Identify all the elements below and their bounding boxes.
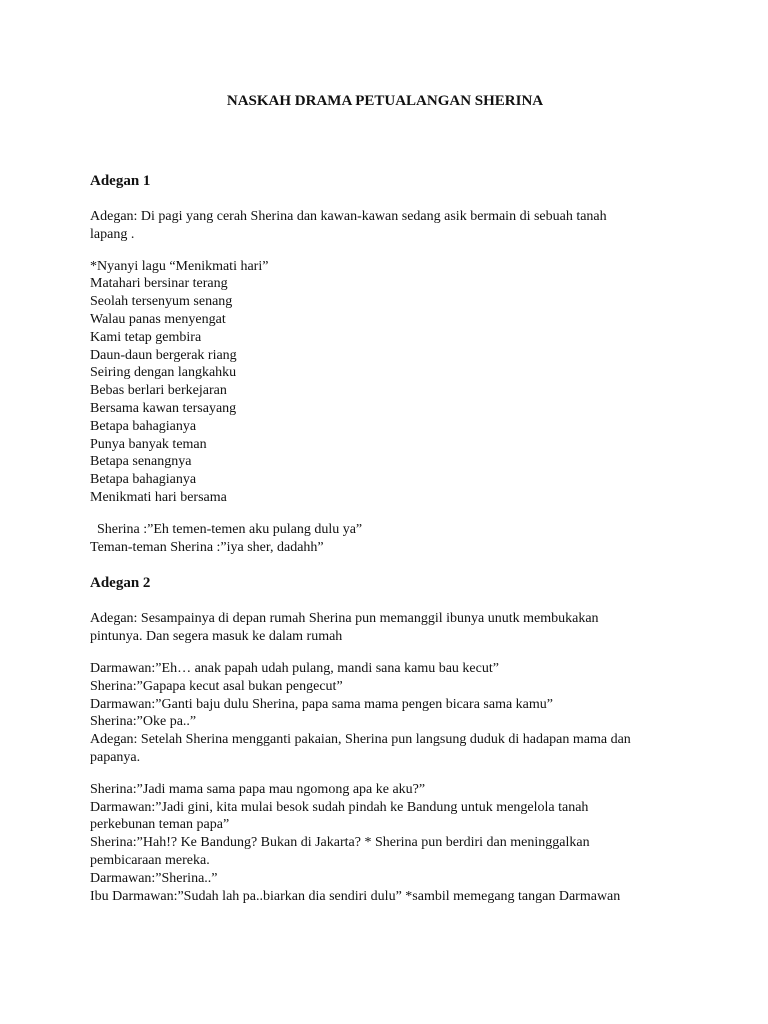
dialogue-line: Darmawan:”Sherina..” (90, 870, 218, 886)
text-line: Adegan: Sesampainya di depan rumah Sherina pun memanggil ibunya unutk membukakan (90, 611, 599, 627)
lyric-line: Betapa senangnya (90, 454, 192, 470)
dialogue-line: Sherina :”Eh temen-temen aku pulang dulu ya” (90, 521, 363, 537)
dialogue-line: Sherina:”Gapapa kecut asal bukan pengecut” (90, 678, 343, 694)
scene-1 (90, 172, 672, 556)
lyric-line: Punya banyak teman (90, 436, 207, 452)
dialogue-line: papanya. (90, 749, 141, 765)
scene-1-dialogue (90, 521, 672, 557)
lyric-line: Daun-daun bergerak riang (90, 347, 237, 363)
lyric-line: Bebas berlari berkejaran (90, 383, 227, 399)
dialogue-line: Darmawan:”Ganti baju dulu Sherina, papa sama mama pengen bicara sama kamu” (90, 696, 553, 712)
text-line: Adegan: Di pagi yang cerah Sherina dan kawan-kawan sedang asik bermain di sebuah tanah (90, 209, 607, 224)
dialogue-line: Adegan: Setelah Sherina mengganti pakaian, Sherina pun langsung duduk di hadapan mama dan (90, 732, 631, 748)
scene-2 (90, 574, 672, 905)
text-line: pintunya. Dan segera masuk ke dalam rumah (90, 629, 343, 645)
dialogue-line: Sherina:”Jadi mama sama papa mau ngomong apa ke aku?” (90, 781, 426, 797)
scene-2-heading: Adegan 2 (90, 575, 151, 592)
scene-1-intro (90, 208, 672, 244)
text-line: lapang . (90, 226, 135, 242)
dialogue-line: Sherina:”Oke pa..” (90, 714, 197, 730)
lyric-line: Menikmati hari bersama (90, 489, 227, 505)
lyric-line: Matahari bersinar terang (90, 276, 228, 292)
dialogue-line: perkebunan teman papa” (90, 817, 230, 833)
song-lyrics (90, 258, 672, 507)
dialogue-line: Teman-teman Sherina :”iya sher, dadahh” (90, 539, 324, 555)
lyric-line: Walau panas menyengat (90, 311, 226, 327)
scene-2-dialogue-1 (90, 660, 672, 767)
dialogue-line: Sherina:”Hah!? Ke Bandung? Bukan di Jakarta? * Sherina pun berdiri dan meninggalkan (90, 835, 590, 851)
lyric-line: Betapa bahagianya (90, 418, 197, 434)
document-title: NASKAH DRAMA PETUALANGAN SHERINA (226, 93, 544, 109)
lyric-line: Seiring dengan langkahku (90, 365, 237, 381)
scene-2-dialogue-2 (90, 781, 672, 906)
lyric-line: Betapa bahagianya (90, 472, 197, 488)
lyric-line: *Nyanyi lagu “Menikmati hari” (90, 258, 269, 274)
lyric-line: Bersama kawan tersayang (90, 400, 237, 416)
dialogue-line: Darmawan:”Jadi gini, kita mulai besok sudah pindah ke Bandung untuk mengelola tanah (90, 799, 589, 815)
scene-1-heading: Adegan 1 (90, 173, 151, 189)
scene-2-intro (90, 610, 672, 646)
dialogue-line: pembicaraan mereka. (90, 852, 210, 868)
lyric-line: Kami tetap gembira (90, 329, 202, 345)
dialogue-line: Darmawan:”Eh… anak papah udah pulang, mandi sana kamu bau kecut” (90, 660, 499, 676)
dialogue-line: Ibu Darmawan:”Sudah lah pa..biarkan dia sendiri dulu” *sambil memegang tangan Darmawan (90, 888, 621, 904)
lyric-line: Seolah tersenyum senang (90, 294, 233, 310)
